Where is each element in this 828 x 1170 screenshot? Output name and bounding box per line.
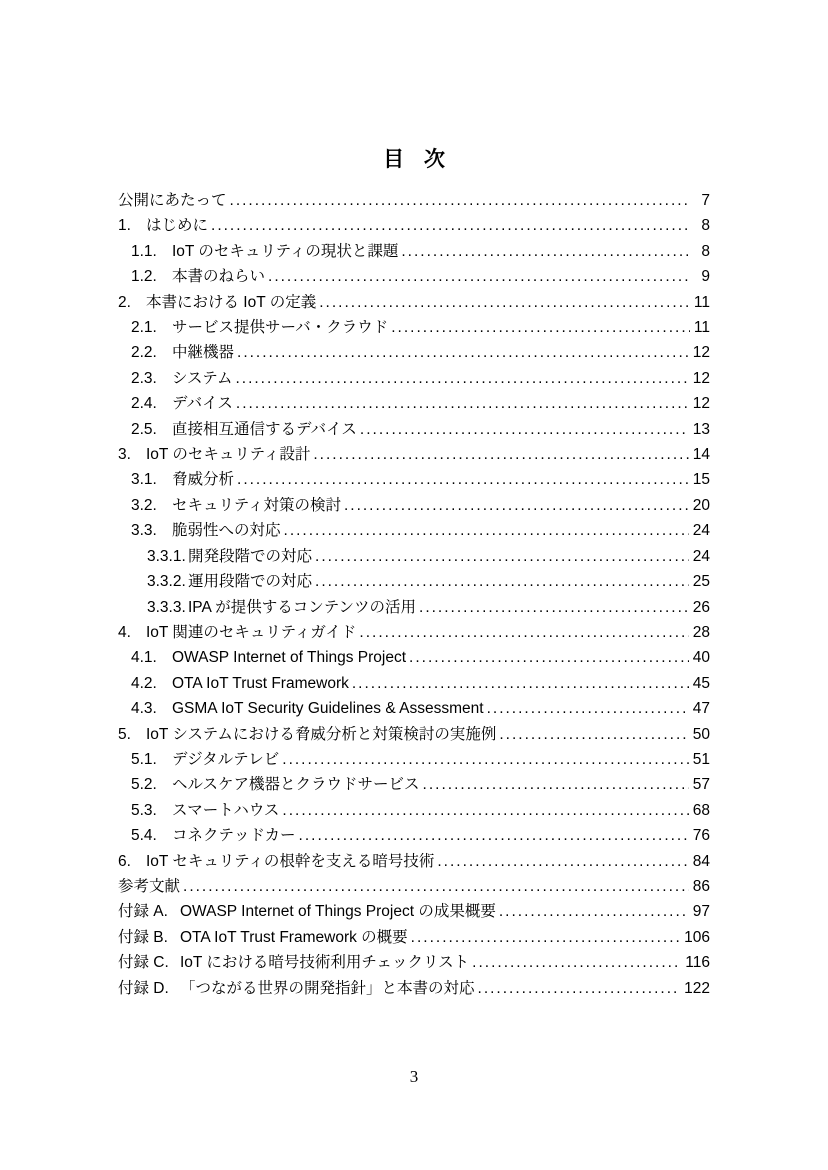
toc-entry[interactable] <box>131 798 710 823</box>
toc-entry-number: 5. <box>118 725 131 743</box>
toc-entry-label: IoT 関連のセキュリティガイド <box>146 623 357 641</box>
toc-entry-page: 26 <box>692 598 710 616</box>
toc-entry-number: 3. <box>118 446 131 464</box>
toc-entry-page: 8 <box>701 242 710 260</box>
toc-entry-page: 45 <box>692 674 710 692</box>
toc-entry-label: 参考文献 <box>118 877 181 895</box>
toc-entry-label: システム <box>172 369 233 387</box>
page-title: 目 次 <box>383 148 452 171</box>
toc-entry-page: 47 <box>692 700 710 718</box>
toc-list <box>118 188 710 1001</box>
dot-leader <box>434 849 688 874</box>
toc-entry-label: 運用段階での対応 <box>188 573 313 591</box>
toc-entry-label: 脅威分析 <box>172 471 235 489</box>
toc-entry-page: 68 <box>692 801 710 819</box>
dot-leader <box>316 290 690 315</box>
toc-entry-page: 20 <box>692 496 710 514</box>
dot-leader <box>310 442 688 467</box>
toc-entry-page: 86 <box>692 877 710 895</box>
toc-entry-label: IoT セキュリティの根幹を支える暗号技術 <box>146 852 435 870</box>
toc-entry[interactable] <box>131 645 710 670</box>
toc-entry-page: 9 <box>701 268 710 286</box>
toc-entry[interactable] <box>118 874 710 899</box>
toc-entry-number: 1.1. <box>131 242 157 260</box>
dot-leader <box>416 595 689 620</box>
toc-entry-label: OWASP Internet of Things Project <box>172 649 407 667</box>
toc-entry-label: OTA IoT Trust Framework <box>172 674 349 692</box>
toc-entry-number: 付録 A. <box>118 903 168 921</box>
toc-entry[interactable] <box>118 213 710 238</box>
toc-entry-page: 25 <box>692 573 710 591</box>
toc-entry-label: 「つながる世界の開発指針」と本書の対応 <box>180 979 475 997</box>
dot-leader <box>312 569 689 594</box>
dot-leader <box>349 671 689 696</box>
dot-leader <box>227 188 691 213</box>
footer-page-number: 3 <box>409 1067 419 1086</box>
toc-entry-page: 13 <box>692 420 710 438</box>
toc-entry[interactable] <box>131 772 710 797</box>
toc-entry-page: 116 <box>685 954 710 972</box>
dot-leader <box>208 213 691 238</box>
toc-entry-page: 12 <box>692 369 710 387</box>
dot-leader <box>357 417 689 442</box>
dot-leader <box>234 340 689 365</box>
toc-entry-page: 106 <box>684 928 710 946</box>
toc-entry-page: 76 <box>692 827 710 845</box>
toc-entry[interactable] <box>147 544 710 569</box>
toc-entry-number: 5.3. <box>131 801 157 819</box>
dot-leader <box>469 950 681 975</box>
toc-entry[interactable] <box>131 467 710 492</box>
toc-entry-label: セキュリティ対策の検討 <box>172 496 341 514</box>
toc-entry-page: 11 <box>693 319 710 337</box>
toc-entry-number: 2. <box>118 293 131 311</box>
toc-entry-number: 4. <box>118 623 131 641</box>
toc-entry[interactable] <box>118 188 710 213</box>
dot-leader <box>279 798 688 823</box>
toc-entry-page: 40 <box>692 649 710 667</box>
toc-entry[interactable] <box>118 950 710 975</box>
toc-entry[interactable] <box>131 696 710 721</box>
toc-entry-number: 5.4. <box>131 827 157 845</box>
toc-entry-number: 4.1. <box>131 649 157 667</box>
dot-leader <box>496 899 689 924</box>
toc-entry[interactable] <box>131 417 710 442</box>
toc-entry-number: 5.1. <box>131 750 157 768</box>
toc-entry-label: ヘルスケア機器とクラウドサービス <box>172 776 420 794</box>
toc-entry[interactable] <box>131 391 710 416</box>
dot-leader <box>234 467 689 492</box>
dot-leader <box>281 518 689 543</box>
toc-entry[interactable] <box>118 722 710 747</box>
toc-entry[interactable] <box>131 493 710 518</box>
toc-entry-number: 2.2. <box>131 344 157 362</box>
toc-entry-page: 28 <box>692 623 710 641</box>
toc-entry-page: 11 <box>693 293 710 311</box>
toc-entry[interactable] <box>118 976 710 1001</box>
toc-entry-label: デジタルテレビ <box>172 750 280 768</box>
toc-entry-page: 24 <box>692 522 710 540</box>
toc-entry-number: 3.1. <box>131 471 157 489</box>
dot-leader <box>341 493 689 518</box>
dot-leader <box>475 976 681 1001</box>
toc-entry-page: 7 <box>701 192 710 209</box>
toc-entry-page: 97 <box>692 903 710 921</box>
toc-entry-number: 付録 C. <box>118 954 169 972</box>
toc-entry-label: OTA IoT Trust Framework の概要 <box>180 928 408 946</box>
toc-entry-label: サービス提供サーバ・クラウド <box>172 319 389 337</box>
dot-leader <box>420 772 689 797</box>
dot-leader <box>406 645 689 670</box>
toc-entry-label: 本書のねらい <box>172 268 266 286</box>
toc-entry-number: 4.3. <box>131 700 157 718</box>
toc-entry[interactable] <box>131 366 710 391</box>
toc-entry-label: IoT のセキュリティの現状と課題 <box>172 242 399 260</box>
toc-entry-number: 1.2. <box>131 268 157 286</box>
toc-entry[interactable] <box>147 595 710 620</box>
toc-entry-number: 5.2. <box>131 776 157 794</box>
toc-entry-label: スマートハウス <box>172 801 280 819</box>
dot-leader <box>265 264 691 289</box>
toc-entry-number: 1. <box>118 217 131 235</box>
toc-entry-label: はじめに <box>146 217 209 235</box>
toc-entry[interactable] <box>131 518 710 543</box>
toc-entry-page: 50 <box>692 725 710 743</box>
toc-entry[interactable] <box>131 239 710 264</box>
toc-entry-label: 中継機器 <box>172 344 235 362</box>
toc-entry-label: GSMA IoT Security Guidelines & Assessment <box>172 700 484 718</box>
toc-entry-label: IoT における暗号技術利用チェックリスト <box>180 954 470 972</box>
toc-entry-label: 公開にあたって <box>118 192 227 209</box>
toc-entry-label: 本書における IoT の定義 <box>146 293 317 311</box>
dot-leader <box>296 823 689 848</box>
toc-entry[interactable] <box>131 315 710 340</box>
dot-leader <box>180 874 689 899</box>
dot-leader <box>408 925 680 950</box>
toc-entry-page: 51 <box>692 750 710 768</box>
toc-entry-label: コネクテッドカー <box>172 827 296 845</box>
toc-entry-page: 14 <box>692 446 710 464</box>
toc-entry[interactable] <box>118 442 710 467</box>
toc-entry-page: 15 <box>692 471 710 489</box>
toc-entry[interactable] <box>131 340 710 365</box>
toc-entry-page: 24 <box>692 547 710 565</box>
toc-entry-number: 付録 B. <box>118 928 168 946</box>
dot-leader <box>279 747 688 772</box>
toc-entry-page: 57 <box>692 776 710 794</box>
toc-entry-label: 開発段階での対応 <box>188 547 313 565</box>
toc-entry-number: 6. <box>118 852 131 870</box>
toc-entry[interactable] <box>131 823 710 848</box>
toc-entry-number: 2.1. <box>131 319 157 337</box>
toc-entry[interactable] <box>118 899 710 924</box>
toc-entry-number: 3.2. <box>131 496 157 514</box>
toc-entry[interactable] <box>118 290 710 315</box>
toc-entry-label: IoT のセキュリティ設計 <box>146 446 311 464</box>
toc-entry-label: IoT システムにおける脅威分析と対策検討の実施例 <box>146 725 497 743</box>
toc-entry[interactable] <box>118 849 710 874</box>
toc-entry-page: 12 <box>692 344 710 362</box>
toc-entry[interactable] <box>118 925 710 950</box>
toc-entry-number: 付録 D. <box>118 979 169 997</box>
toc-entry[interactable] <box>131 671 710 696</box>
dot-leader <box>233 391 689 416</box>
toc-entry[interactable] <box>131 264 710 289</box>
toc-entry-page: 84 <box>692 852 710 870</box>
toc-entry-page: 122 <box>684 979 710 997</box>
toc-entry-page: 12 <box>692 395 710 413</box>
dot-leader <box>356 620 688 645</box>
toc-entry-label: IPA が提供するコンテンツの活用 <box>188 598 417 616</box>
toc-entry-label: デバイス <box>172 395 233 413</box>
dot-leader <box>496 722 688 747</box>
toc-entry-number: 3.3. <box>131 522 157 540</box>
dot-leader <box>232 366 688 391</box>
toc-entry-number: 4.2. <box>131 674 157 692</box>
toc-entry-label: 直接相互通信するデバイス <box>172 420 357 438</box>
toc-entry-number: 2.3. <box>131 369 157 387</box>
toc-entry-number: 3.3.2. <box>147 573 186 591</box>
dot-leader <box>312 544 689 569</box>
toc-entry-number: 2.5. <box>131 420 157 438</box>
dot-leader <box>484 696 689 721</box>
toc-entry[interactable] <box>118 620 710 645</box>
dot-leader <box>388 315 690 340</box>
toc-entry-number: 2.4. <box>131 395 157 413</box>
toc-entry-label: OWASP Internet of Things Project の成果概要 <box>180 903 496 921</box>
toc-entry-number: 3.3.1. <box>147 547 186 565</box>
toc-entry[interactable] <box>147 569 710 594</box>
dot-leader <box>398 239 691 264</box>
toc-entry-number: 3.3.3. <box>147 598 186 616</box>
toc-entry-page: 8 <box>701 217 710 235</box>
toc-entry-label: 脆弱性への対応 <box>172 522 281 540</box>
toc-entry[interactable] <box>131 747 710 772</box>
